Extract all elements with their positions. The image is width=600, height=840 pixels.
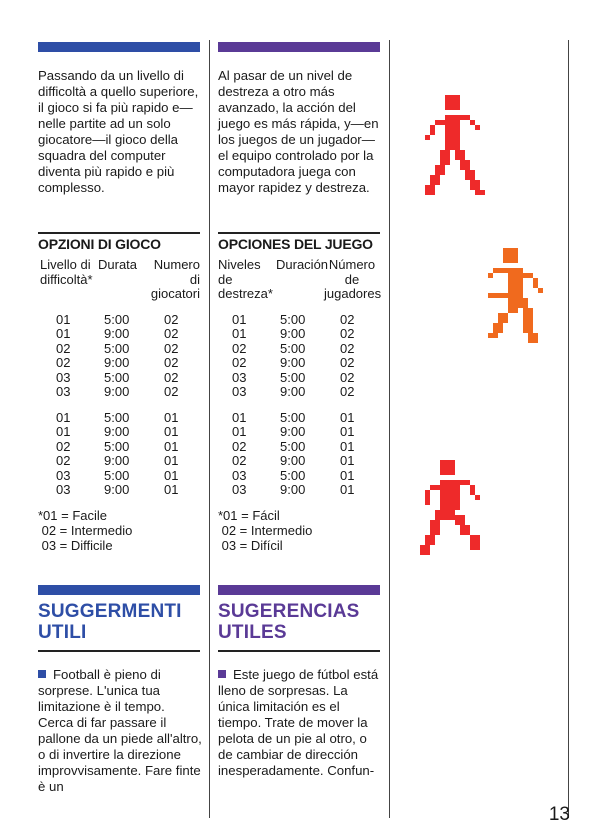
table-cell-players: 01 — [164, 481, 179, 497]
table-row — [38, 385, 200, 399]
spanish-tips-text — [218, 667, 382, 779]
italian-intro-text: Passando da un livello di difficoltà a quello superiore, il gioco si fa più rapido e—nelle partite ad un solo giocatore—il gioco della squadra del computer diventa più rapido e più complesso. — [38, 68, 199, 195]
table-cell-players: 02 — [164, 369, 179, 385]
spanish-intro-text: Al pasar de un nivel de destreza a otro más avanzado, la acción del juego es más rápida, y—en los juegos de un jugador—el equipo controlado por la computadora juega con mayor rapidez y destreza. — [218, 68, 379, 195]
table-cell-duration: 5:00 — [104, 340, 130, 356]
table-cell-level: 02 — [232, 453, 247, 469]
table-row — [38, 327, 200, 341]
table-cell-players: 02 — [340, 340, 355, 356]
italian-color-bar — [38, 42, 200, 52]
table-cell-duration: 5:00 — [104, 410, 130, 425]
column-divider-left — [209, 40, 210, 818]
table-cell-level: 01 — [232, 312, 247, 327]
column-divider-right — [389, 40, 390, 818]
spanish-header-duration: Duración — [276, 257, 329, 272]
table-cell-level: 02 — [232, 355, 247, 371]
italian-tips-title: SUGGERMENTI UTILI — [38, 601, 182, 643]
italian-tips-rule — [38, 650, 200, 652]
spanish-tips-rule — [218, 650, 380, 652]
table-cell-duration: 5:00 — [280, 340, 306, 356]
legend-line: 03 = Difícil — [218, 538, 283, 553]
table-cell-duration: 9:00 — [280, 453, 306, 469]
table-cell-players: 02 — [164, 326, 179, 342]
spanish-table-group-1 — [218, 313, 380, 399]
table-row — [38, 356, 200, 370]
table-row — [38, 454, 200, 468]
table-cell-players: 01 — [340, 453, 355, 469]
table-cell-players: 01 — [164, 467, 179, 483]
italian-table-group-1 — [38, 313, 200, 399]
spanish-options-title: OPCIONES DEL JUEGO — [218, 236, 373, 252]
bullet-square-icon — [218, 670, 226, 678]
table-cell-players: 02 — [164, 340, 179, 356]
spanish-options-rule — [218, 232, 380, 234]
table-cell-duration: 5:00 — [104, 312, 130, 327]
table-cell-level: 01 — [56, 326, 71, 342]
table-cell-players: 01 — [164, 453, 179, 469]
table-cell-players: 01 — [340, 424, 355, 440]
table-cell-duration: 9:00 — [104, 424, 130, 440]
table-row — [218, 342, 380, 356]
page-edge-rule — [568, 40, 569, 818]
table-cell-players: 01 — [340, 467, 355, 483]
table-row — [38, 411, 200, 425]
table-cell-level: 01 — [232, 424, 247, 440]
table-cell-players: 01 — [340, 481, 355, 497]
table-row — [38, 425, 200, 439]
table-cell-level: 01 — [56, 410, 71, 425]
table-cell-players: 02 — [164, 355, 179, 371]
table-cell-duration: 9:00 — [104, 383, 130, 399]
legend-line: 02 = Intermedio — [218, 523, 313, 538]
italian-header-players: Numero di giocatori — [150, 257, 200, 301]
table-cell-players: 02 — [164, 312, 179, 327]
table-cell-level: 02 — [56, 340, 71, 356]
table-cell-players: 01 — [164, 438, 179, 454]
table-cell-players: 02 — [340, 326, 355, 342]
table-cell-level: 03 — [56, 481, 71, 497]
table-cell-duration: 9:00 — [280, 424, 306, 440]
italian-header-level: Livello di difficoltà* — [40, 257, 93, 287]
table-cell-duration: 5:00 — [280, 410, 306, 425]
table-row — [218, 327, 380, 341]
table-cell-level: 03 — [56, 467, 71, 483]
spanish-difficulty-legend — [218, 508, 312, 553]
table-cell-players: 02 — [340, 355, 355, 371]
legend-line: 03 = Difficile — [38, 538, 113, 553]
runner-figure-red-top-icon — [425, 95, 495, 205]
table-cell-level: 02 — [56, 438, 71, 454]
table-cell-duration: 9:00 — [280, 383, 306, 399]
table-cell-level: 03 — [232, 369, 247, 385]
table-cell-duration: 5:00 — [280, 369, 306, 385]
table-cell-level: 02 — [56, 453, 71, 469]
table-cell-players: 02 — [340, 383, 355, 399]
table-cell-duration: 5:00 — [104, 438, 130, 454]
table-cell-duration: 9:00 — [104, 355, 130, 371]
table-row — [218, 313, 380, 327]
table-cell-duration: 9:00 — [104, 481, 130, 497]
table-cell-level: 01 — [232, 410, 247, 425]
table-row — [38, 440, 200, 454]
spanish-table-group-2 — [218, 411, 380, 497]
table-row — [38, 313, 200, 327]
table-cell-level: 01 — [56, 312, 71, 327]
table-cell-level: 03 — [232, 467, 247, 483]
spanish-tips-bar — [218, 585, 380, 595]
table-cell-players: 02 — [164, 383, 179, 399]
table-row — [218, 371, 380, 385]
table-cell-level: 02 — [56, 355, 71, 371]
table-cell-duration: 5:00 — [280, 312, 306, 327]
table-cell-duration: 9:00 — [104, 326, 130, 342]
table-cell-duration: 9:00 — [280, 355, 306, 371]
table-cell-level: 01 — [56, 424, 71, 440]
italian-options-rule — [38, 232, 200, 234]
italian-tips-text — [38, 667, 202, 795]
table-cell-players: 01 — [164, 424, 179, 440]
runner-figure-orange-icon — [483, 248, 553, 358]
italian-tips-bar — [38, 585, 200, 595]
legend-line: *01 = Facile — [38, 508, 108, 523]
table-row — [218, 411, 380, 425]
table-cell-level: 03 — [232, 383, 247, 399]
table-cell-level: 03 — [56, 369, 71, 385]
spanish-header-players: Número de jugadores — [324, 257, 382, 301]
table-cell-duration: 9:00 — [280, 481, 306, 497]
table-cell-level: 01 — [232, 326, 247, 342]
table-cell-duration: 9:00 — [104, 453, 130, 469]
table-row — [218, 469, 380, 483]
table-row — [38, 371, 200, 385]
spanish-tips-body: Este juego de fútbol está lleno de sorpresas. La única limitación es el tiempo. Trate de mover la pelota de un pie al otro, o de cambiar de dirección inesperadamente. Confun- — [218, 667, 379, 778]
table-row — [218, 483, 380, 497]
table-row — [38, 469, 200, 483]
table-cell-duration: 9:00 — [280, 326, 306, 342]
table-cell-level: 02 — [232, 340, 247, 356]
table-row — [218, 440, 380, 454]
legend-line: 02 = Intermedio — [38, 523, 133, 538]
table-cell-duration: 5:00 — [104, 369, 130, 385]
table-cell-duration: 5:00 — [104, 467, 130, 483]
table-cell-players: 01 — [164, 410, 179, 425]
table-row — [218, 454, 380, 468]
page-number: 13 — [548, 804, 570, 825]
table-cell-level: 03 — [56, 383, 71, 399]
italian-tips-body: Football è pieno di sorprese. L'unica tua limitazione è il tempo. Cerca di far passare il pallone da un piede all'altro, o di invertire la direzione improvvisamente. Fare finte è un — [38, 667, 202, 794]
table-row — [218, 356, 380, 370]
table-cell-players: 02 — [340, 312, 355, 327]
spanish-color-bar — [218, 42, 380, 52]
table-row — [218, 425, 380, 439]
table-cell-duration: 5:00 — [280, 467, 306, 483]
table-cell-duration: 5:00 — [280, 438, 306, 454]
table-row — [38, 342, 200, 356]
spanish-header-level: Niveles de destreza* — [218, 257, 273, 301]
legend-line: *01 = Fácil — [218, 508, 280, 523]
italian-options-title: OPZIONI DI GIOCO — [38, 236, 161, 252]
bullet-square-icon — [38, 670, 46, 678]
table-row — [218, 385, 380, 399]
italian-table-group-2 — [38, 411, 200, 497]
table-cell-players: 01 — [340, 438, 355, 454]
runner-figure-red-bottom-icon — [420, 460, 490, 570]
table-cell-level: 03 — [232, 481, 247, 497]
table-cell-players: 02 — [340, 369, 355, 385]
spanish-tips-title: SUGERENCIAS UTILES — [218, 601, 360, 643]
italian-header-duration: Durata — [98, 257, 138, 272]
table-cell-players: 01 — [340, 410, 355, 425]
table-cell-level: 02 — [232, 438, 247, 454]
italian-difficulty-legend — [38, 508, 132, 553]
table-row — [38, 483, 200, 497]
